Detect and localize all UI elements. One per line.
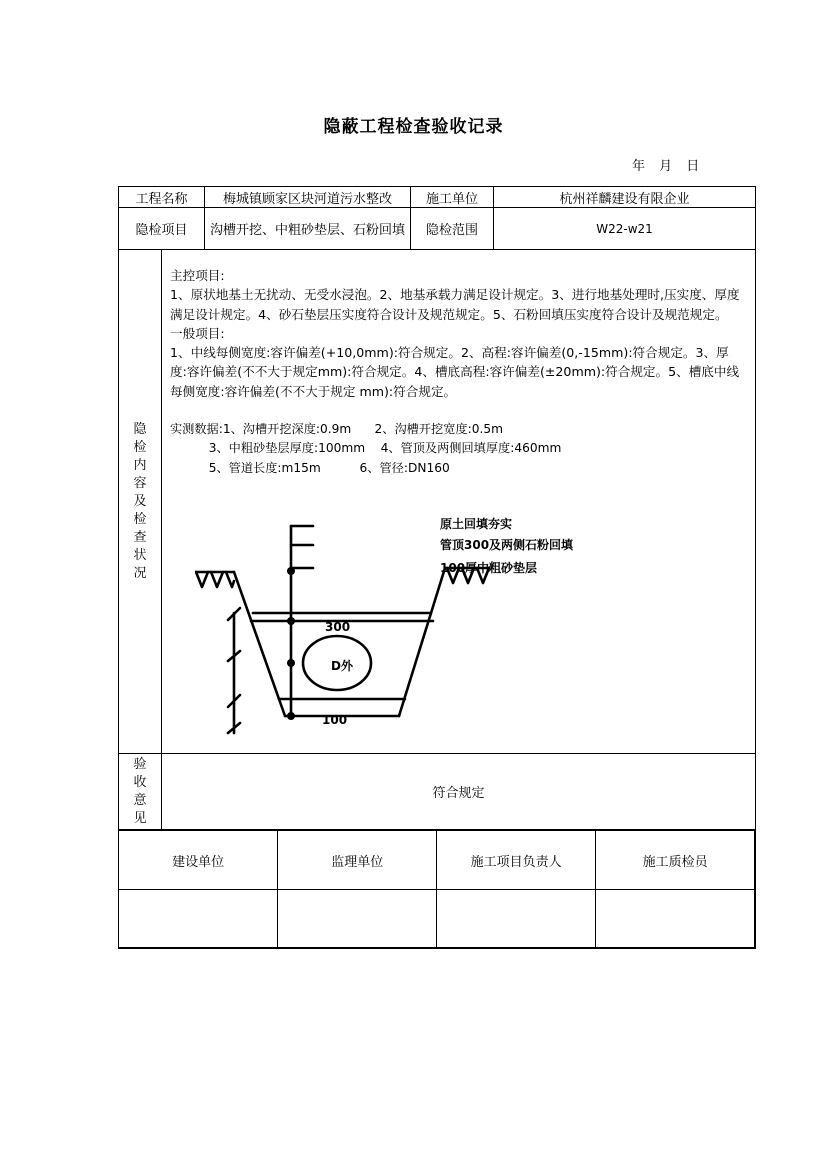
dim-bottom-label: 100 xyxy=(322,713,348,727)
label-pipe-top-fill: 管顶300及两侧石粉回填 xyxy=(440,538,574,552)
general-items-title: 一般项目: xyxy=(170,325,225,341)
signature-supervisor-field[interactable] xyxy=(278,890,437,948)
signature-owner-label: 建设单位 xyxy=(119,831,278,890)
signature-quality-inspector-label: 施工质检员 xyxy=(596,831,755,890)
label-backfill: 原土回填夯实 xyxy=(440,517,513,531)
inspection-range-label: 隐检范围 xyxy=(411,208,494,250)
measured-data-line-2: 3、中粗砂垫层厚度:100mm 4、管顶及两侧回填厚度:460mm xyxy=(170,441,562,456)
acceptance-side-label: 验 收 意 见 xyxy=(119,754,162,830)
general-items-text: 1、中线每侧宽度:容许偏差(+10,0mm):符合规定。2、高程:容许偏差(0,-15mm):符合规定。3、厚度:容许偏差(不不大于规定mm):符合规定。4、槽底高程:容许偏差(±20mm):符合规定。5、槽底中线每侧宽度:容许偏差(不不大于规定 mm):符合规定。 xyxy=(170,345,740,399)
main-items-title: 主控项目: xyxy=(170,268,225,283)
inspection-item-value: 沟槽开挖、中粗砂垫层、石粉回填 xyxy=(205,208,411,250)
signature-project-manager-field[interactable] xyxy=(437,890,596,948)
document-title: 隐蔽工程检查验收记录 xyxy=(323,117,504,137)
signature-project-manager-label: 施工项目负责人 xyxy=(437,831,596,890)
inspection-item-label: 隐检项目 xyxy=(119,208,205,250)
inspection-content-side-label: 隐 检 内 容 及 检 查 状 况 xyxy=(119,250,162,754)
acceptance-opinion: 符合规定 xyxy=(162,754,756,830)
measured-data-line-3: 5、管道长度:m15m 6、管径:DN160 xyxy=(170,460,450,475)
dim-top-label: 300 xyxy=(325,620,351,634)
main-items-text: 1、原状地基土无扰动、无受水浸泡。2、地基承载力满足设计规定。3、进行地基处理时,压实度、厚度满足设计规定。4、砂石垫层压实度符合设计及规范规定。5、石粉回填压实度符合设计及规范规定。 xyxy=(170,287,740,322)
signature-owner-field[interactable] xyxy=(119,890,278,948)
measured-data-line-1: 实测数据:1、沟槽开挖深度:0.9m 2、沟槽开挖宽度:0.5m xyxy=(170,422,503,437)
contractor-value: 杭州祥麟建设有限企业 xyxy=(494,187,756,208)
signature-supervisor-label: 监理单位 xyxy=(278,831,437,890)
signature-table xyxy=(119,830,755,948)
project-name-label: 工程名称 xyxy=(119,187,205,208)
contractor-label: 施工单位 xyxy=(411,187,494,208)
trench-section-diagram xyxy=(195,511,495,743)
signature-quality-inspector-field[interactable] xyxy=(596,890,755,948)
project-name-value: 梅城镇顾家区块河道污水整改 xyxy=(205,187,411,208)
dim-pipe-label: D外 xyxy=(331,659,353,673)
date-label: 年 月 日 xyxy=(632,159,700,174)
inspection-range-value: W22-w21 xyxy=(494,208,756,250)
label-sand-bed: 100厚中粗砂垫层 xyxy=(440,561,538,575)
